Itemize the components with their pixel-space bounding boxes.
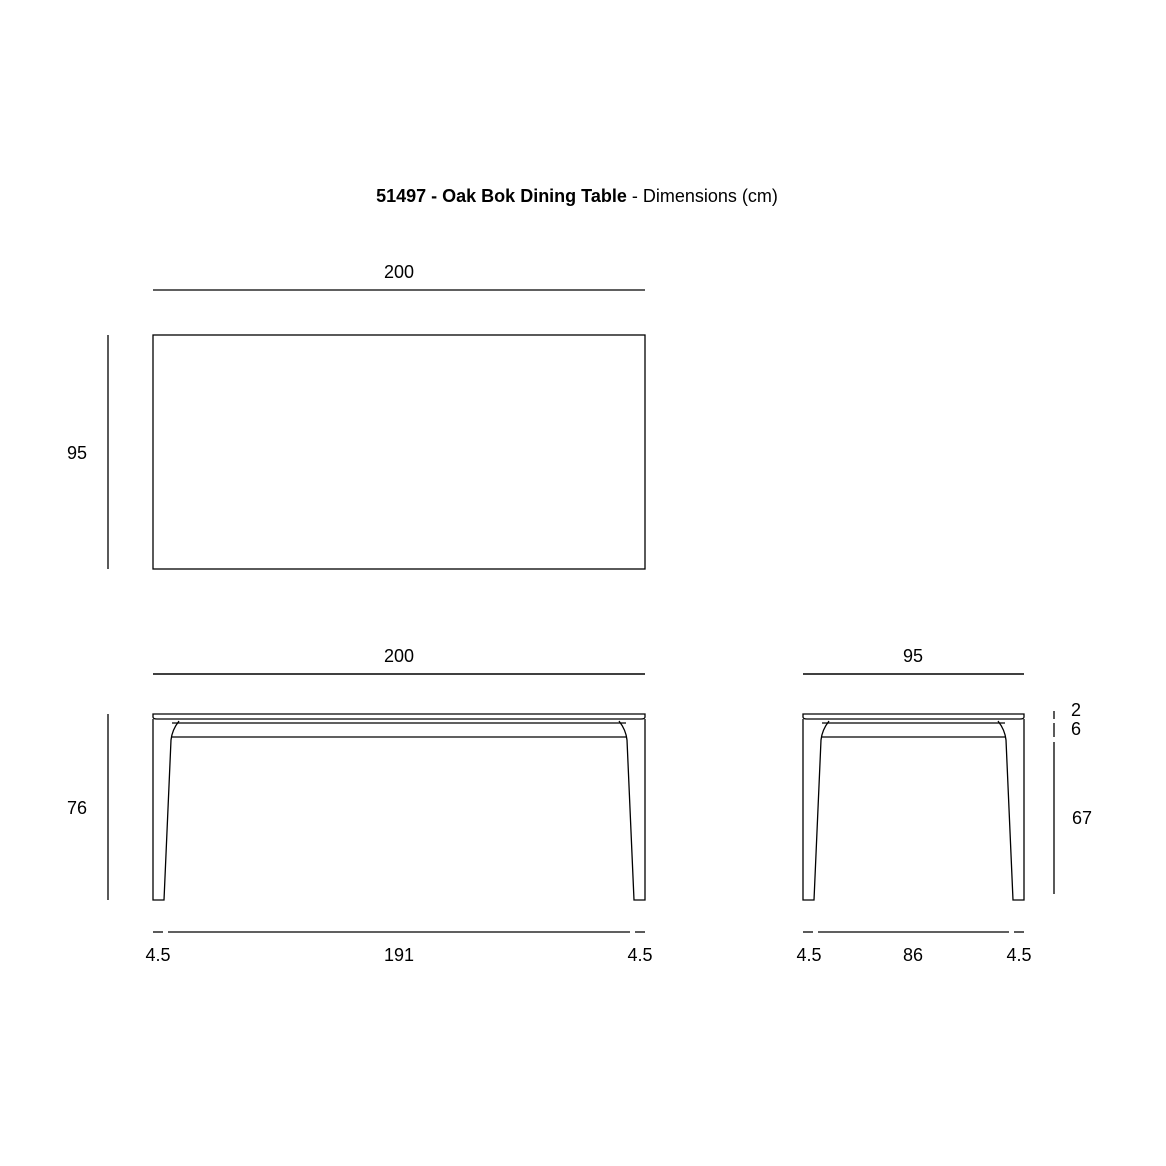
- front-view-table-outline: [153, 714, 645, 900]
- side-view-width-label: 95: [902, 646, 924, 666]
- front-view-leg-left-label: 4.5: [145, 945, 171, 965]
- side-view-leg-height-label: 67: [1071, 808, 1093, 828]
- side-view-between-legs-label: 86: [902, 945, 924, 965]
- side-view-leg-right-label: 4.5: [1006, 945, 1032, 965]
- title-suffix: - Dimensions (cm): [626, 186, 778, 206]
- top-view-depth-label: 95: [66, 443, 88, 463]
- side-view-leg-left-label: 4.5: [796, 945, 822, 965]
- front-view-leg-right-label: 4.5: [627, 945, 653, 965]
- front-view-width-label: 200: [383, 646, 415, 666]
- front-view-between-legs-label: 191: [383, 945, 415, 965]
- side-view-top-thickness-label: 2: [1070, 700, 1082, 720]
- side-view-apron-height-label: 6: [1070, 719, 1082, 739]
- front-view-height-label: 76: [66, 798, 88, 818]
- product-name: 51497 - Oak Bok Dining Table: [376, 186, 627, 206]
- top-view-width-label: 200: [383, 262, 415, 282]
- top-view-tabletop: [153, 335, 645, 569]
- side-view-table-outline: [803, 714, 1024, 900]
